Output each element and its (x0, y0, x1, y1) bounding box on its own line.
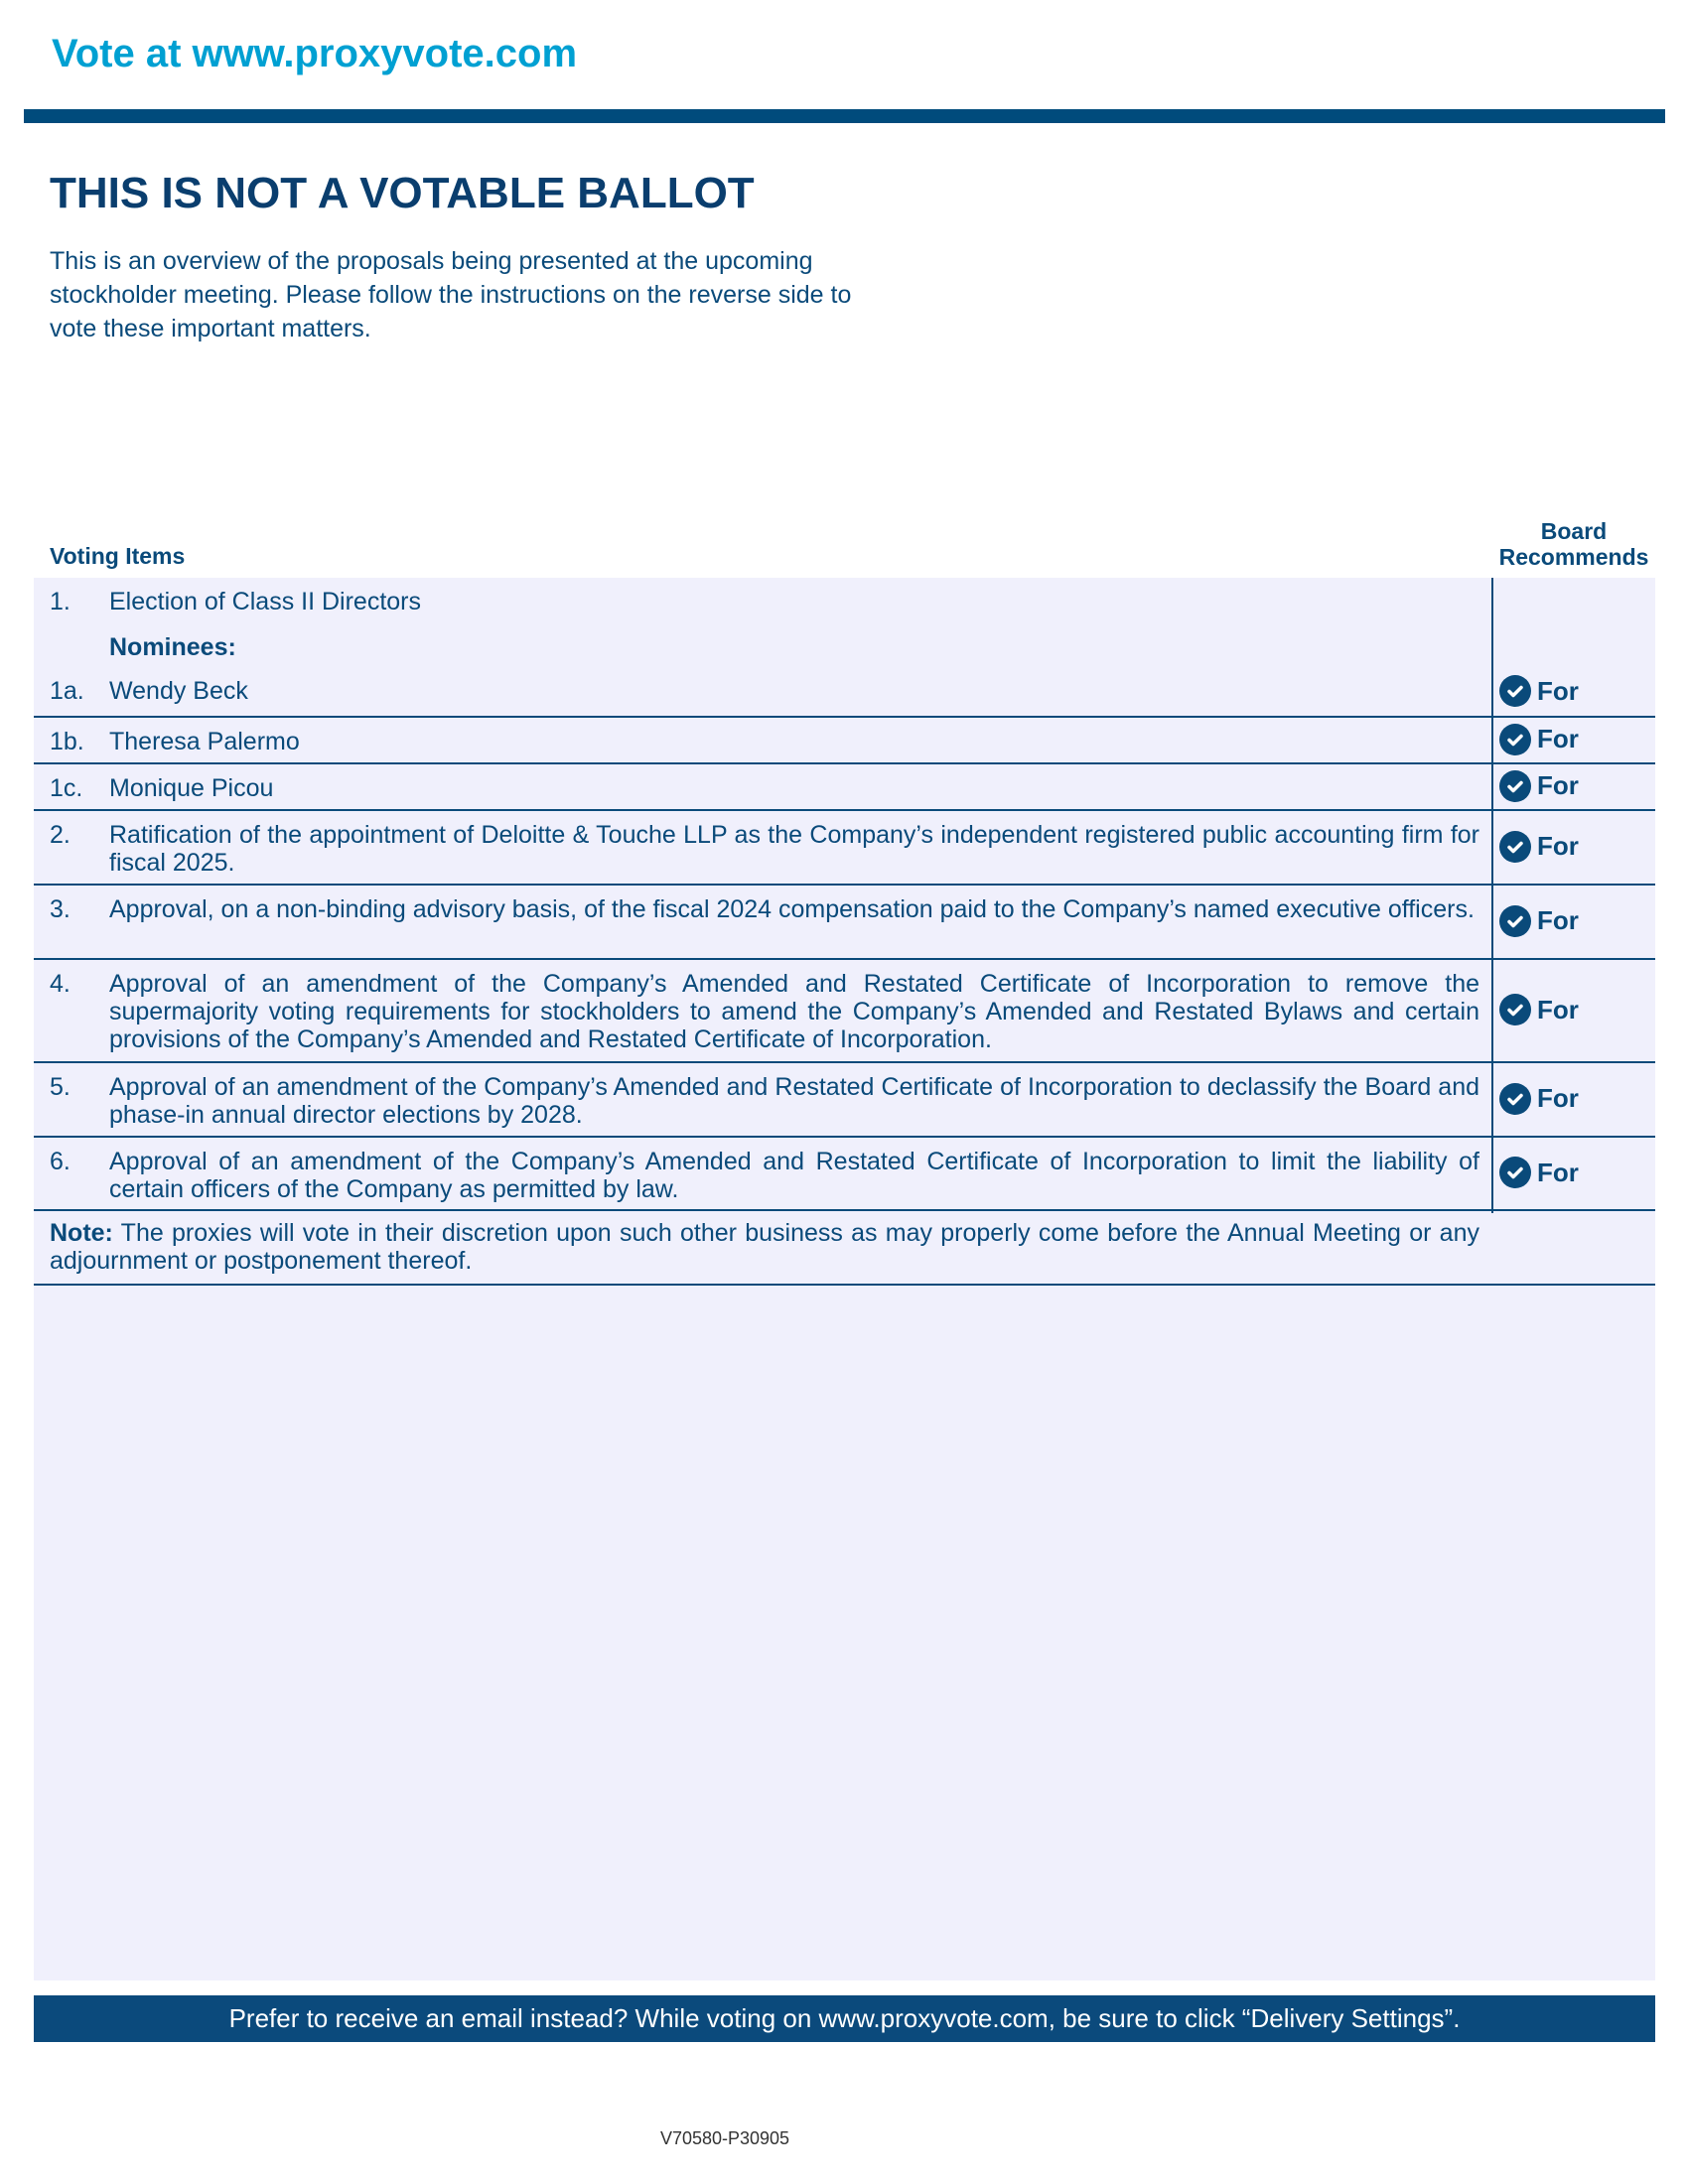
recommendation-label: For (1537, 905, 1579, 935)
nominees-label: Nominees: (109, 633, 236, 661)
item-number: 1b. (50, 728, 84, 755)
recommendation (1499, 1083, 1579, 1115)
recommendation-label: For (1537, 1157, 1579, 1187)
recommendation-label: For (1537, 994, 1579, 1024)
recommendation-label: For (1537, 770, 1579, 800)
item-text: Wendy Beck (109, 677, 248, 705)
item-number: 1. (50, 588, 70, 615)
checkmark-icon (1499, 994, 1531, 1025)
checkmark-icon (1499, 724, 1531, 755)
item-text: Approval, on a non-binding advisory basis, of the fiscal 2024 compensation paid to the Company’s named executive officers. (109, 895, 1475, 923)
board-label: Board (1540, 518, 1608, 544)
item-number: 1c. (50, 774, 83, 802)
item-number: 3. (50, 895, 70, 923)
recommendation (1499, 994, 1579, 1025)
recommendation-label: For (1537, 1083, 1579, 1113)
item-text: Approval of an amendment of the Company’s Amended and Restated Certificate of Incorporation to limit the liability of certain officers of the Company as permitted by law. (109, 1148, 1479, 1203)
checkmark-icon (1499, 770, 1531, 802)
item-text: Theresa Palermo (109, 728, 300, 755)
table-row (34, 960, 1655, 1063)
table-row (34, 718, 1655, 764)
item-text: Approval of an amendment of the Company’s Amended and Restated Certificate of Incorporation to remove the supermajority voting requirements for stockholders to amend the Company’s Amended and Restated Bylaws and certain provisions of the Company’s Amended and Restated Certificate of Incorporation. (109, 970, 1479, 1053)
table-row (34, 764, 1655, 811)
note-body: The proxies will vote in their discretion upon such other business as may properly come before the Annual Meeting or any adjournment or postponement thereof. (50, 1219, 1479, 1275)
table-row (34, 578, 1655, 718)
item-number: 2. (50, 821, 70, 849)
checkmark-icon (1499, 1083, 1531, 1115)
header-bar (24, 109, 1665, 123)
table-row (34, 1138, 1655, 1211)
recommendation-label: For (1537, 831, 1579, 861)
table-row (34, 886, 1655, 960)
item-number: 4. (50, 970, 70, 998)
item-number: 6. (50, 1148, 70, 1175)
table-row (34, 1063, 1655, 1138)
checkmark-icon (1499, 1157, 1531, 1188)
recommends-label: Recommends (1498, 544, 1649, 570)
footer-banner: Prefer to receive an email instead? While voting on www.proxyvote.com, be sure to click “Delivery Settings”. (34, 1995, 1655, 2042)
vote-url-heading: Vote at www.proxyvote.com (52, 32, 578, 75)
note-label: Note: (50, 1219, 113, 1247)
item-number: 1a. (50, 677, 84, 705)
checkmark-icon (1499, 831, 1531, 863)
recommendation (1499, 675, 1579, 707)
recommendation (1499, 770, 1579, 802)
table-row (34, 811, 1655, 886)
recommendation-label: For (1537, 675, 1579, 706)
document-code: V70580-P30905 (659, 2128, 790, 2148)
page-title: THIS IS NOT A VOTABLE BALLOT (50, 169, 755, 217)
recommendation-label: For (1537, 724, 1579, 753)
note-text (50, 1219, 1479, 1275)
item-number: 5. (50, 1073, 70, 1101)
recommendation (1499, 1157, 1579, 1188)
voting-items-header: Voting Items (50, 543, 186, 569)
recommendation (1499, 905, 1579, 937)
checkmark-icon (1499, 905, 1531, 937)
recommendation (1499, 724, 1579, 755)
recommendation (1499, 831, 1579, 863)
board-recommends-header (1489, 518, 1658, 570)
checkmark-icon (1499, 675, 1531, 707)
item-text: Approval of an amendment of the Company’s Amended and Restated Certificate of Incorporation to declassify the Board and phase-in annual director elections by 2028. (109, 1073, 1479, 1129)
intro-text: This is an overview of the proposals being presented at the upcoming stockholder meeting. Please follow the instructions on the reverse side to vote these important matters. (50, 247, 852, 342)
item-text: Monique Picou (109, 774, 274, 802)
note-row (34, 1211, 1655, 1286)
voting-table (34, 578, 1655, 1980)
item-text: Election of Class II Directors (109, 588, 421, 615)
item-text: Ratification of the appointment of Deloitte & Touche LLP as the Company’s independent registered public accounting firm for fiscal 2025. (109, 821, 1479, 877)
